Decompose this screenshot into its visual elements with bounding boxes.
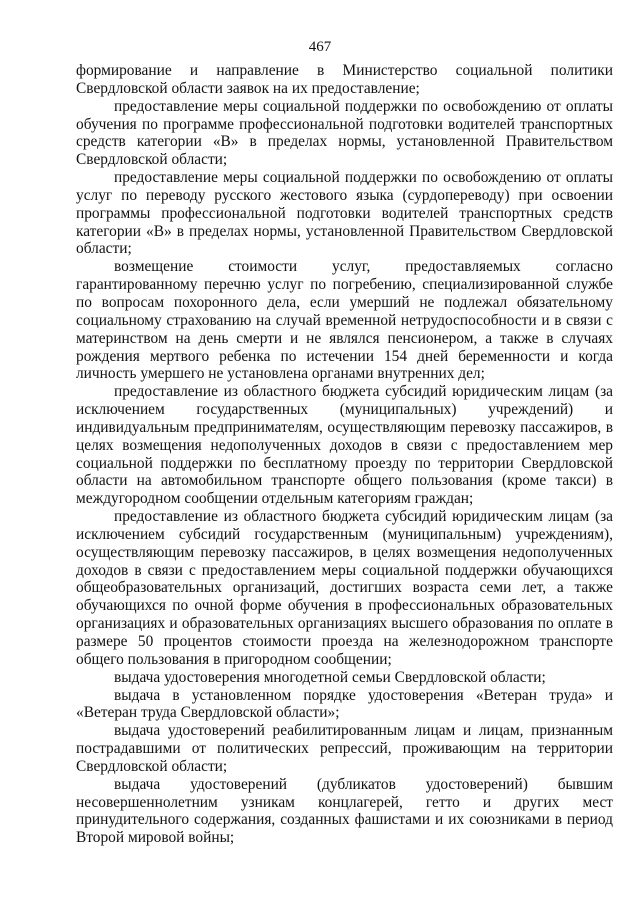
paragraph-student-rail-subsidy: предоставление из областного бюджета субсидий юридическим лицам (за исключением субсидий государственным (муниципальным) учреждениям), осуществляющим перевозку пассажиров, в целях возмещения недополученных доходов в связи с предоставлением меры социальной поддержки обучающихся общеобразовательных организаций, достигших возраста семи лет, а также обучающихся по очной форме обучения в профессиональных образовательных организациях и образовательных организациях высшего образования по оплате в размере 50 процентов стоимости проезда на железнодорожном транспорте общего пользования в пригородном сообщении; xyxy=(76,508,613,668)
paragraph-intercity-transport-subsidy: предоставление из областного бюджета субсидий юридическим лицам (за исключением государственных (муниципальных) учреждений) и индивидуальным предпринимателям, осуществляющим перевозку пассажиров, в целях возмещения недополученных доходов в связи с предоставлением мер социальной поддержки по бесплатному проезду по территории Свердловской области на автомобильном транспорте общего пользования (кроме такси) в междугородном сообщении отдельным категориям граждан; xyxy=(76,383,613,508)
paragraph-large-family-certificate: выдача удостоверения многодетной семьи Свердловской области; xyxy=(114,668,546,686)
paragraph-camp-prisoner-certificate: выдача удостоверений (дубликатов удостоверений) бывшим несовершеннолетним узникам концлагерей, гетто и других мест принудительного содержания, созданных фашистами и их союзниками в период Второй мировой войны; xyxy=(76,775,613,847)
page-number: 467 xyxy=(308,39,332,55)
paragraph-labor-veteran-certificate: выдача в установленном порядке удостоверения «Ветеран труда» и «Ветеран труда Свердловской области»; xyxy=(76,686,613,722)
paragraph-funeral-services: возмещение стоимости услуг, предоставляемых согласно гарантированному перечню услуг по погребению, специализированной службе по вопросам похоронного дела, если умерший не подлежал обязательному социальному страхованию на случай временной нетрудоспособности и в связи с материнством на день смерти и не являлся пенсионером, а также в случаях рождения мертвого ребенка по истечении 154 дней беременности и когда личность умершего не установлена органами внутренних дел; xyxy=(76,258,613,383)
paragraph-rehabilitated-certificate: выдача удостоверений реабилитированным лицам и лицам, признанным пострадавшими от политических репрессий, проживающим на территории Свердловской области; xyxy=(76,722,613,775)
paragraph-sign-language-exemption: предоставление меры социальной поддержки по освобождению от оплаты услуг по переводу русского жестового языка (сурдопереводу) при освоении программы профессиональной подготовки водителей транспортных средств категории «В» в пределах нормы, установленной Правительством Свердловской области; xyxy=(76,169,613,258)
paragraph-driver-training-exemption: предоставление меры социальной поддержки по освобождению от оплаты обучения по программе профессиональной подготовки водителей транспортных средств категории «В» в пределах нормы, установленной Правительством Свердловской области; xyxy=(76,97,613,169)
paragraph-continued: формирование и направление в Министерство социальной политики Свердловской области заявок на их предоставление; xyxy=(76,62,613,97)
document-body xyxy=(76,62,613,847)
